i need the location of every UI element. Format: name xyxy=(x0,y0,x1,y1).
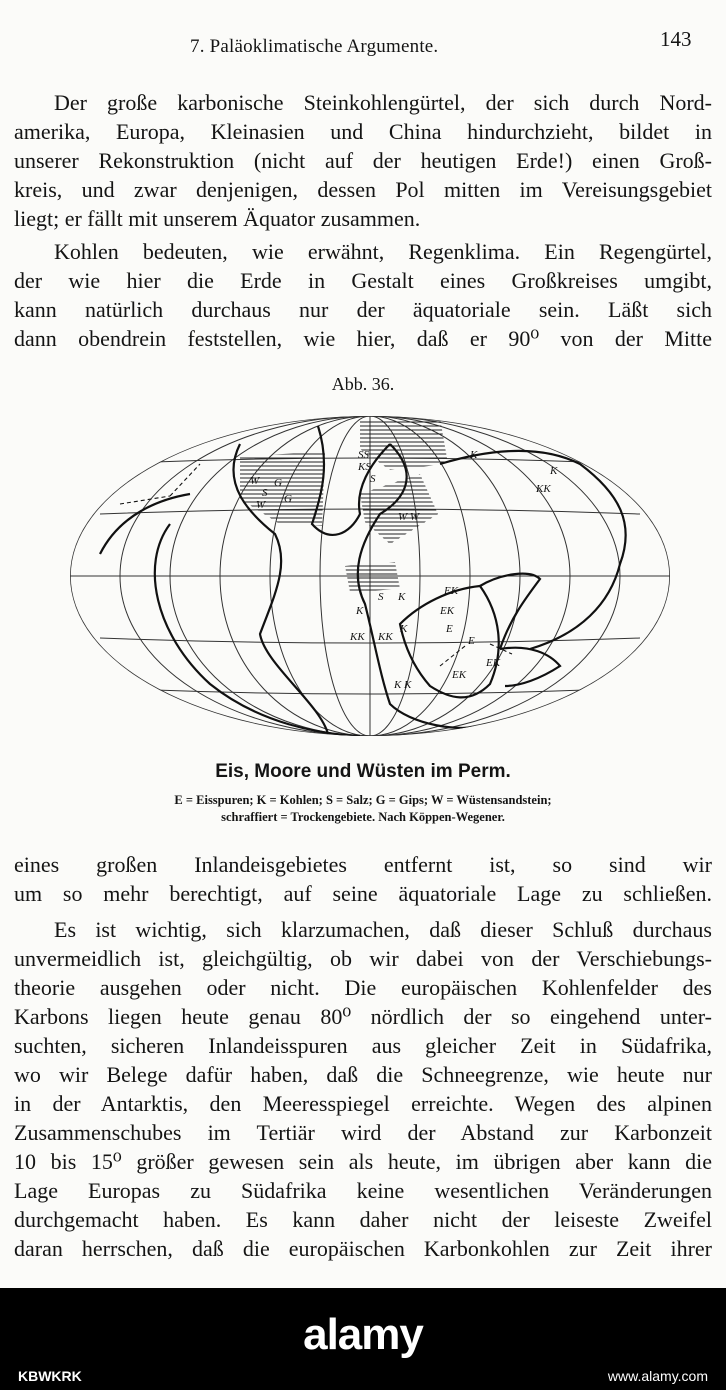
text-line: Der große karbonische Steinkohlengürtel, der sich durch Nord- xyxy=(54,90,712,115)
mark-kk: KK xyxy=(536,483,551,495)
mark-g: G xyxy=(274,477,282,489)
text-line: der wie hier die Erde in Gestalt eines Großkreises umgibt, xyxy=(14,268,712,293)
mark-ek: EK xyxy=(440,605,455,617)
text-line: wo wir Belege dafür haben, daß die Schneegrenze, wie heute nur xyxy=(14,1062,712,1087)
legend-line: E = Eisspuren; K = Kohlen; S = Salz; G = Gips; W = Wüstensandstein; xyxy=(174,793,552,807)
paragraph-1 xyxy=(14,88,712,233)
mark-ww: W W xyxy=(398,511,420,523)
watermark-brand: alamy xyxy=(303,1310,423,1359)
text-line: in der Antarktis, den Meeresspiegel erreichte. Wegen des alpinen xyxy=(14,1091,712,1116)
mark-s: S xyxy=(262,487,268,499)
mark-ek: EK xyxy=(444,585,459,597)
dry-areas xyxy=(240,418,448,592)
text-line: Es ist wichtig, sich klarzumachen, daß dieser Schluß durchaus xyxy=(54,917,712,942)
paragraph-2 xyxy=(14,237,712,353)
mark-g: G xyxy=(284,493,292,505)
text-line: 10 bis 15⁰ größer gewesen sein als heute, im übrigen aber kann die xyxy=(14,1149,712,1174)
mark-k: K xyxy=(394,679,402,691)
mark-w: W xyxy=(250,475,260,487)
mark-ek: EK xyxy=(452,669,467,681)
mark-ss: SS xyxy=(358,449,369,461)
mark-kk: KK xyxy=(378,631,393,643)
mark-ek: EK xyxy=(486,657,501,669)
text-line: kreis, und zwar denjenigen, dessen Pol mitten im Vereisungsgebiet xyxy=(14,177,712,202)
text-line: dann obendrein feststellen, wie hier, daß er 90⁰ von der Mitte xyxy=(14,326,712,351)
legend-line: schraffiert = Trockengebiete. Nach Köppen-Wegener. xyxy=(221,810,505,824)
mark-k: K xyxy=(470,449,478,461)
mark-e: E xyxy=(446,623,453,635)
mark-k: K xyxy=(400,623,408,635)
mark-k: K xyxy=(398,591,406,603)
paragraph-3 xyxy=(14,850,712,908)
figure-title: Eis, Moore und Wüsten im Perm. xyxy=(215,761,511,782)
text-line: suchten, sicheren Inlandeisspuren aus gleicher Zeit in Südafrika, xyxy=(14,1033,712,1058)
running-header: 7. Paläoklimatische Argumente. xyxy=(190,36,439,57)
mark-k: K xyxy=(404,679,412,691)
text-line: um so mehr berechtigt, auf seine äquatoriale Lage zu schließen. xyxy=(14,881,712,906)
mark-w: W xyxy=(256,499,266,511)
text-line: Zusammenschubes im Tertiär wird der Abstand zur Karbonzeit xyxy=(14,1120,712,1145)
image-id: KBWKRK xyxy=(18,1368,82,1384)
mark-k: K xyxy=(550,465,558,477)
perm-world-map xyxy=(60,404,680,748)
text-line: theorie ausgehen oder nicht. Die europäischen Kohlenfelder des xyxy=(14,975,712,1000)
mark-s: S xyxy=(370,473,376,485)
mark-s: S xyxy=(378,591,384,603)
mark-e: E xyxy=(468,635,475,647)
dry-area-africa xyxy=(345,562,400,592)
mark-k: K xyxy=(356,605,364,617)
text-line: Lage Europas zu Südafrika keine wesentlichen Veränderungen xyxy=(14,1178,712,1203)
site-url: www.alamy.com xyxy=(607,1368,708,1384)
text-line: amerika, Europa, Kleinasien und China hindurchzieht, bildet in xyxy=(14,119,712,144)
text-line: daran herrschen, daß die europäischen Karbonkohlen zur Zeit ihrer xyxy=(14,1236,712,1261)
text-line: Karbons liegen heute genau 80⁰ nördlich der so eingehend unter- xyxy=(14,1004,712,1029)
text-line: durchgemacht haben. Es kann daher nicht der leiseste Zweifel xyxy=(14,1207,712,1232)
text-line: Kohlen bedeuten, wie erwähnt, Regenklima. Ein Regengürtel, xyxy=(54,239,712,264)
figure-legend xyxy=(0,792,726,826)
figure-label: Abb. 36. xyxy=(331,374,395,394)
text-line: kann natürlich durchaus nur der äquatoriale sein. Läßt sich xyxy=(14,297,712,322)
paragraph-4 xyxy=(14,915,712,1263)
text-line: unvermeidlich ist, gleichgültig, ob wir dabei von der Verschiebungs- xyxy=(14,946,712,971)
text-line: liegt; er fällt mit unserem Äquator zusammen. xyxy=(14,206,421,231)
mark-kk: KK xyxy=(350,631,365,643)
mark-ks: KS xyxy=(358,461,371,473)
text-line: unserer Rekonstruktion (nicht auf der heutigen Erde!) einen Groß- xyxy=(14,148,712,173)
text-line: eines großen Inlandeisgebietes entfernt ist, so sind wir xyxy=(14,852,712,877)
page-number: 143 xyxy=(660,27,692,51)
